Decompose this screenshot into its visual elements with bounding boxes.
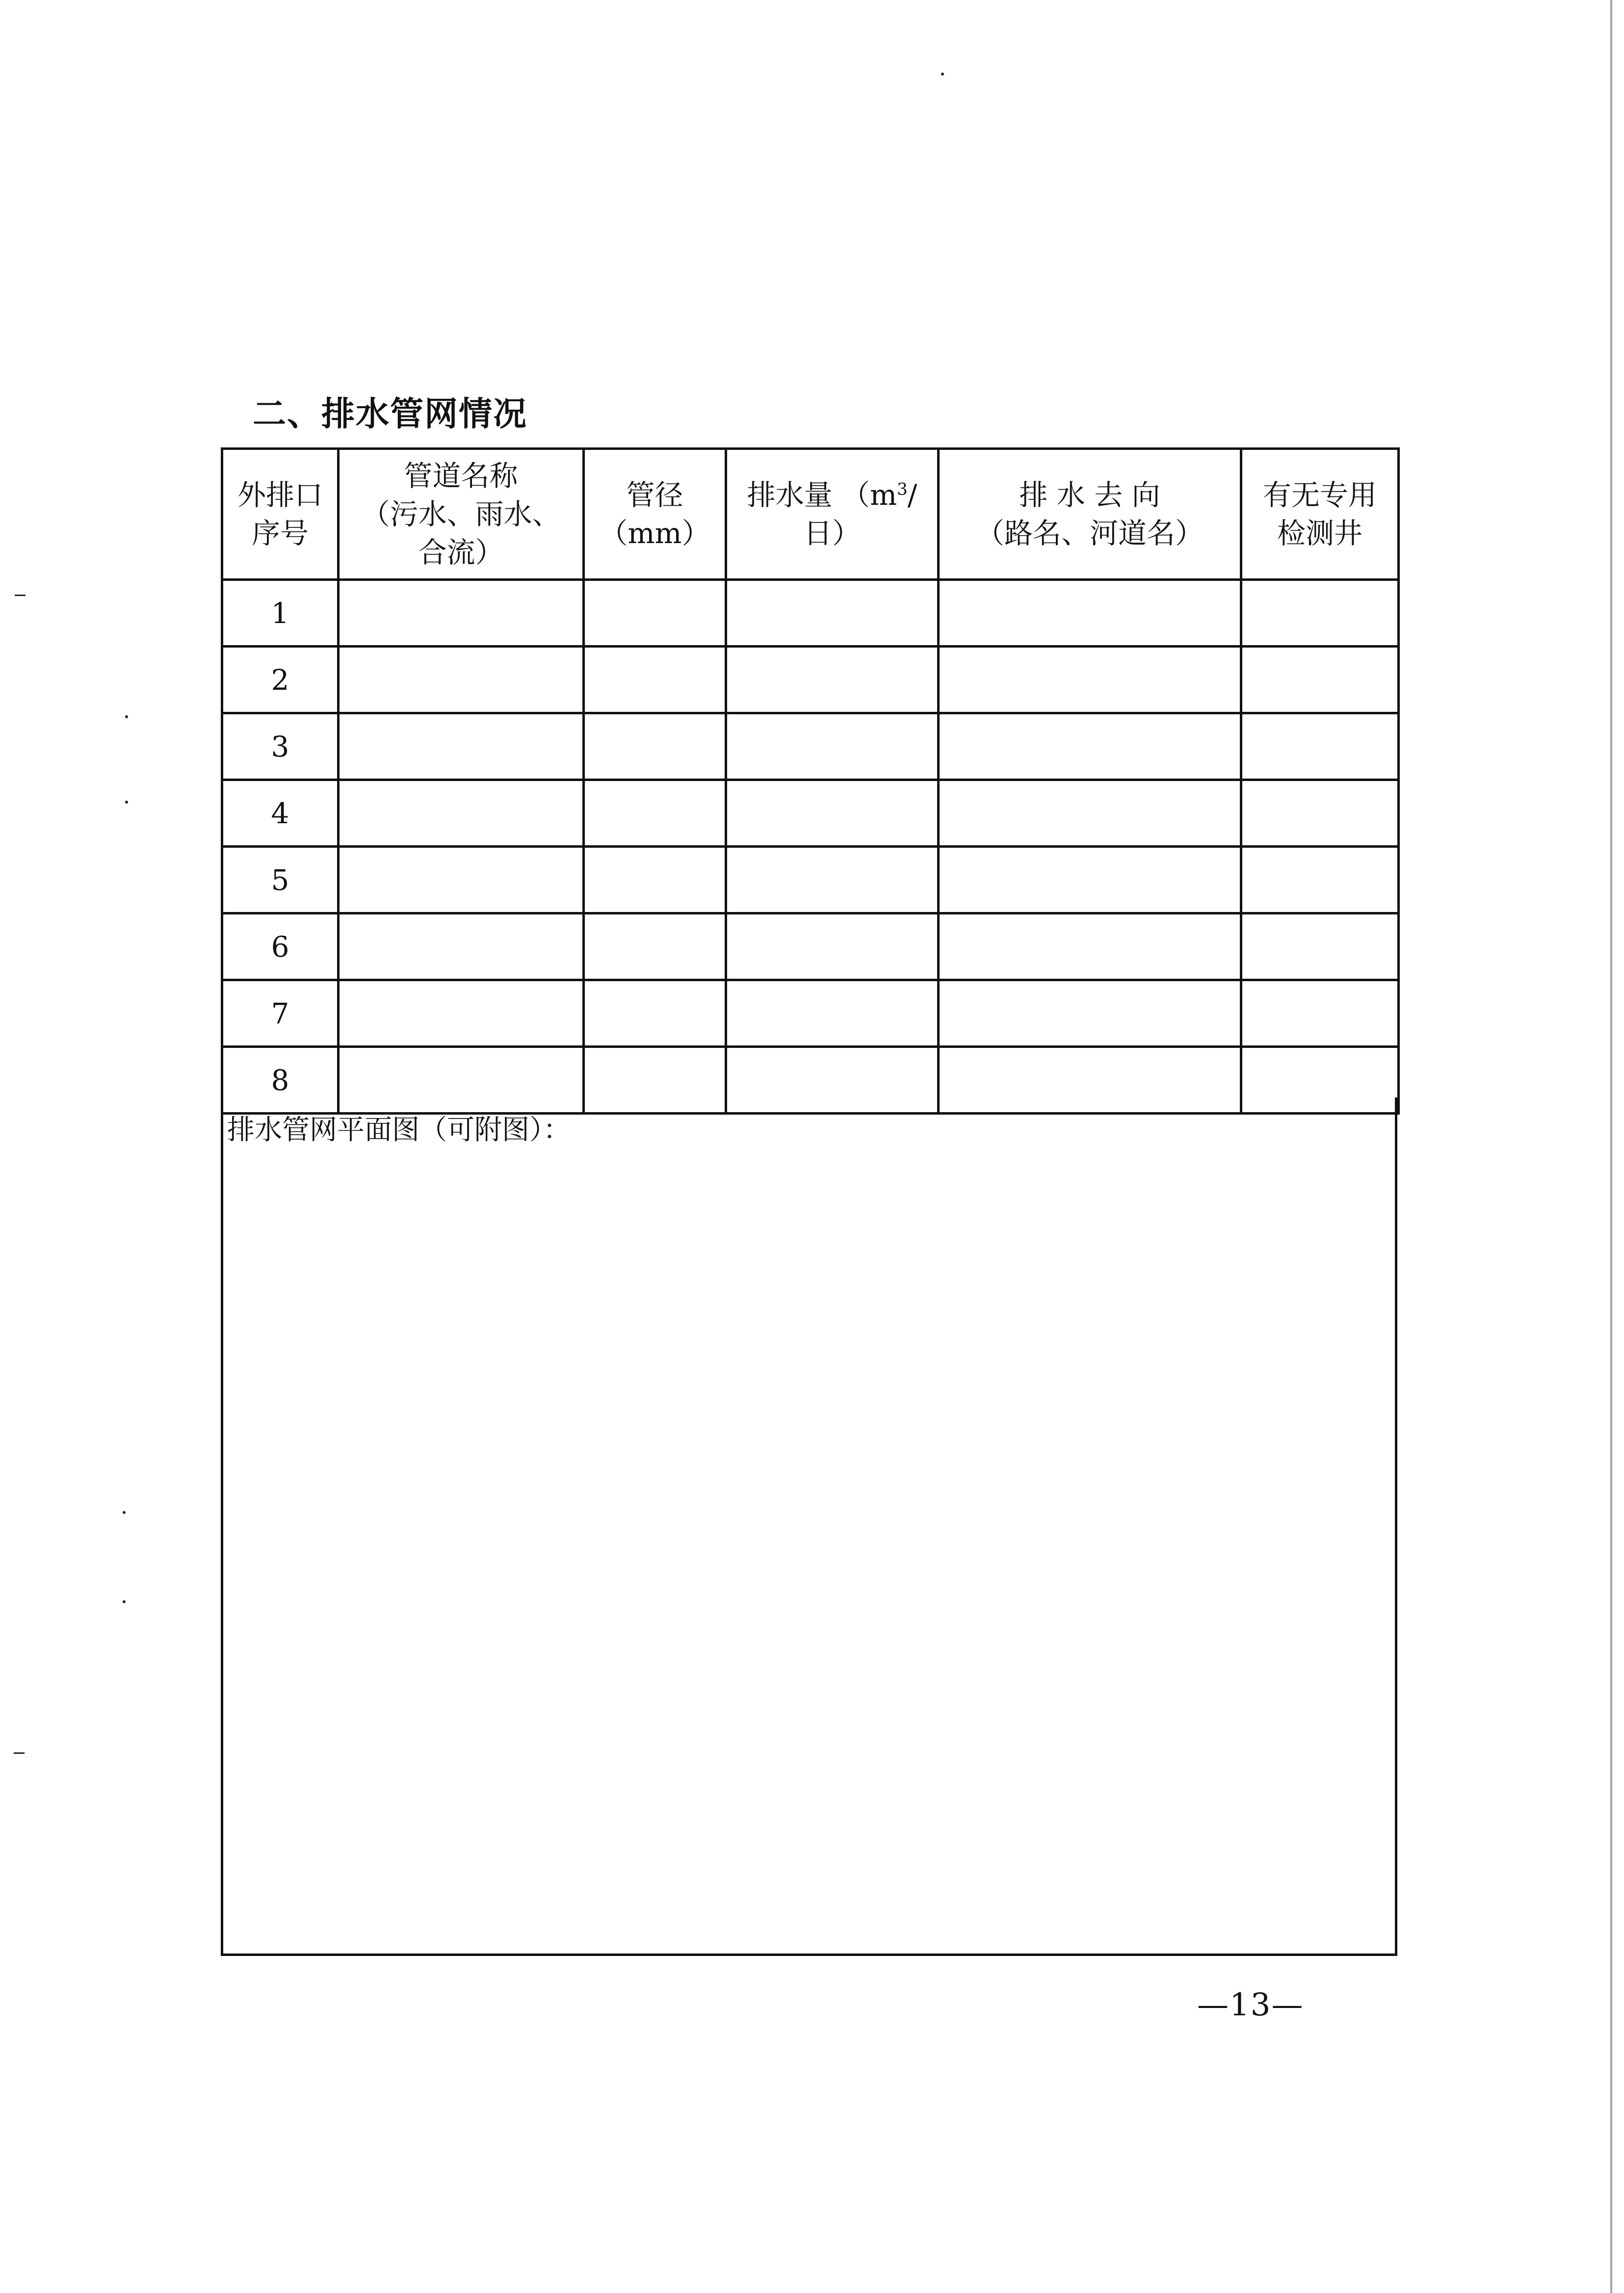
table-row: [222, 780, 1399, 847]
row-number: 5: [222, 847, 339, 913]
scan-speck: [941, 73, 944, 76]
direction-cell[interactable]: [939, 980, 1241, 1047]
diameter-cell[interactable]: [584, 713, 726, 780]
header-text: 有无专用: [1262, 478, 1377, 512]
row-number: 7: [222, 980, 339, 1047]
row-number: 4: [222, 780, 339, 847]
pipe-name-cell[interactable]: [339, 713, 584, 780]
discharge-cell[interactable]: [726, 913, 939, 980]
direction-cell[interactable]: [939, 713, 1241, 780]
diameter-cell[interactable]: [584, 847, 726, 913]
table-row: [222, 580, 1399, 647]
direction-cell[interactable]: [939, 913, 1241, 980]
section-title: 二、排水管网情况: [253, 395, 528, 434]
header-text: /: [907, 478, 917, 512]
direction-cell[interactable]: [939, 580, 1241, 647]
scan-speck: [125, 801, 128, 804]
header-text: 日）: [803, 517, 861, 550]
diameter-cell[interactable]: [584, 647, 726, 713]
header-text: （路名、河道名）: [975, 517, 1204, 550]
scan-speck: [14, 1752, 25, 1754]
scan-speck: [15, 595, 26, 596]
monitor-well-cell[interactable]: [1241, 780, 1399, 847]
header-diameter: [584, 449, 726, 580]
row-number: 8: [222, 1047, 339, 1114]
table-row: [222, 647, 1399, 713]
header-text: （污水、雨水、: [361, 497, 561, 531]
scan-speck: [123, 1600, 126, 1603]
header-text: 检测井: [1277, 517, 1362, 550]
header-text: 管道名称: [404, 459, 518, 493]
diameter-cell[interactable]: [584, 780, 726, 847]
plan-drawing-area[interactable]: [221, 1097, 1397, 1956]
header-pipe-name: [339, 449, 584, 580]
header-text: 排 水 去 向: [1019, 478, 1160, 512]
plan-label: 排水管网平面图（可附图）：: [227, 1114, 571, 1146]
header-text: 外排口: [237, 478, 323, 512]
discharge-cell[interactable]: [726, 780, 939, 847]
table-header-row: [222, 449, 1399, 580]
diameter-cell[interactable]: [584, 980, 726, 1047]
monitor-well-cell[interactable]: [1241, 580, 1399, 647]
discharge-cell[interactable]: [726, 647, 939, 713]
header-text: 排水量 （m: [747, 478, 897, 512]
header-direction: [939, 449, 1241, 580]
monitor-well-cell[interactable]: [1241, 713, 1399, 780]
header-text: 序号: [251, 517, 309, 550]
direction-cell[interactable]: [939, 847, 1241, 913]
row-number: 1: [222, 580, 339, 647]
table-row: [222, 913, 1399, 980]
discharge-cell[interactable]: [726, 847, 939, 913]
pipe-name-cell[interactable]: [339, 847, 584, 913]
direction-cell[interactable]: [939, 647, 1241, 713]
table-row: [222, 847, 1399, 913]
discharge-cell[interactable]: [726, 580, 939, 647]
table-row: [222, 980, 1399, 1047]
pipe-name-cell[interactable]: [339, 780, 584, 847]
header-discharge: [726, 449, 939, 580]
header-text: （mm）: [599, 517, 710, 550]
header-text: 管径: [626, 478, 683, 512]
discharge-cell[interactable]: [726, 713, 939, 780]
monitor-well-cell[interactable]: [1241, 647, 1399, 713]
scan-speck: [123, 1511, 126, 1514]
row-number: 2: [222, 647, 339, 713]
drainage-table: [221, 447, 1400, 1115]
monitor-well-cell[interactable]: [1241, 980, 1399, 1047]
monitor-well-cell[interactable]: [1241, 913, 1399, 980]
pipe-name-cell[interactable]: [339, 647, 584, 713]
header-text: 合流）: [418, 536, 504, 569]
row-number: 6: [222, 913, 339, 980]
pipe-name-cell[interactable]: [339, 913, 584, 980]
direction-cell[interactable]: [939, 780, 1241, 847]
monitor-well-cell[interactable]: [1241, 847, 1399, 913]
scan-speck: [125, 715, 128, 718]
diameter-cell[interactable]: [584, 913, 726, 980]
superscript: 3: [897, 479, 908, 499]
page-number: —13—: [1197, 1987, 1304, 2023]
scan-edge-line: [1610, 0, 1612, 2293]
row-number: 3: [222, 713, 339, 780]
discharge-cell[interactable]: [726, 980, 939, 1047]
diameter-cell[interactable]: [584, 580, 726, 647]
header-outlet-no: [222, 449, 339, 580]
table-row: [222, 713, 1399, 780]
pipe-name-cell[interactable]: [339, 580, 584, 647]
header-text: [727, 476, 937, 514]
header-monitor-well: [1241, 449, 1399, 580]
pipe-name-cell[interactable]: [339, 980, 584, 1047]
